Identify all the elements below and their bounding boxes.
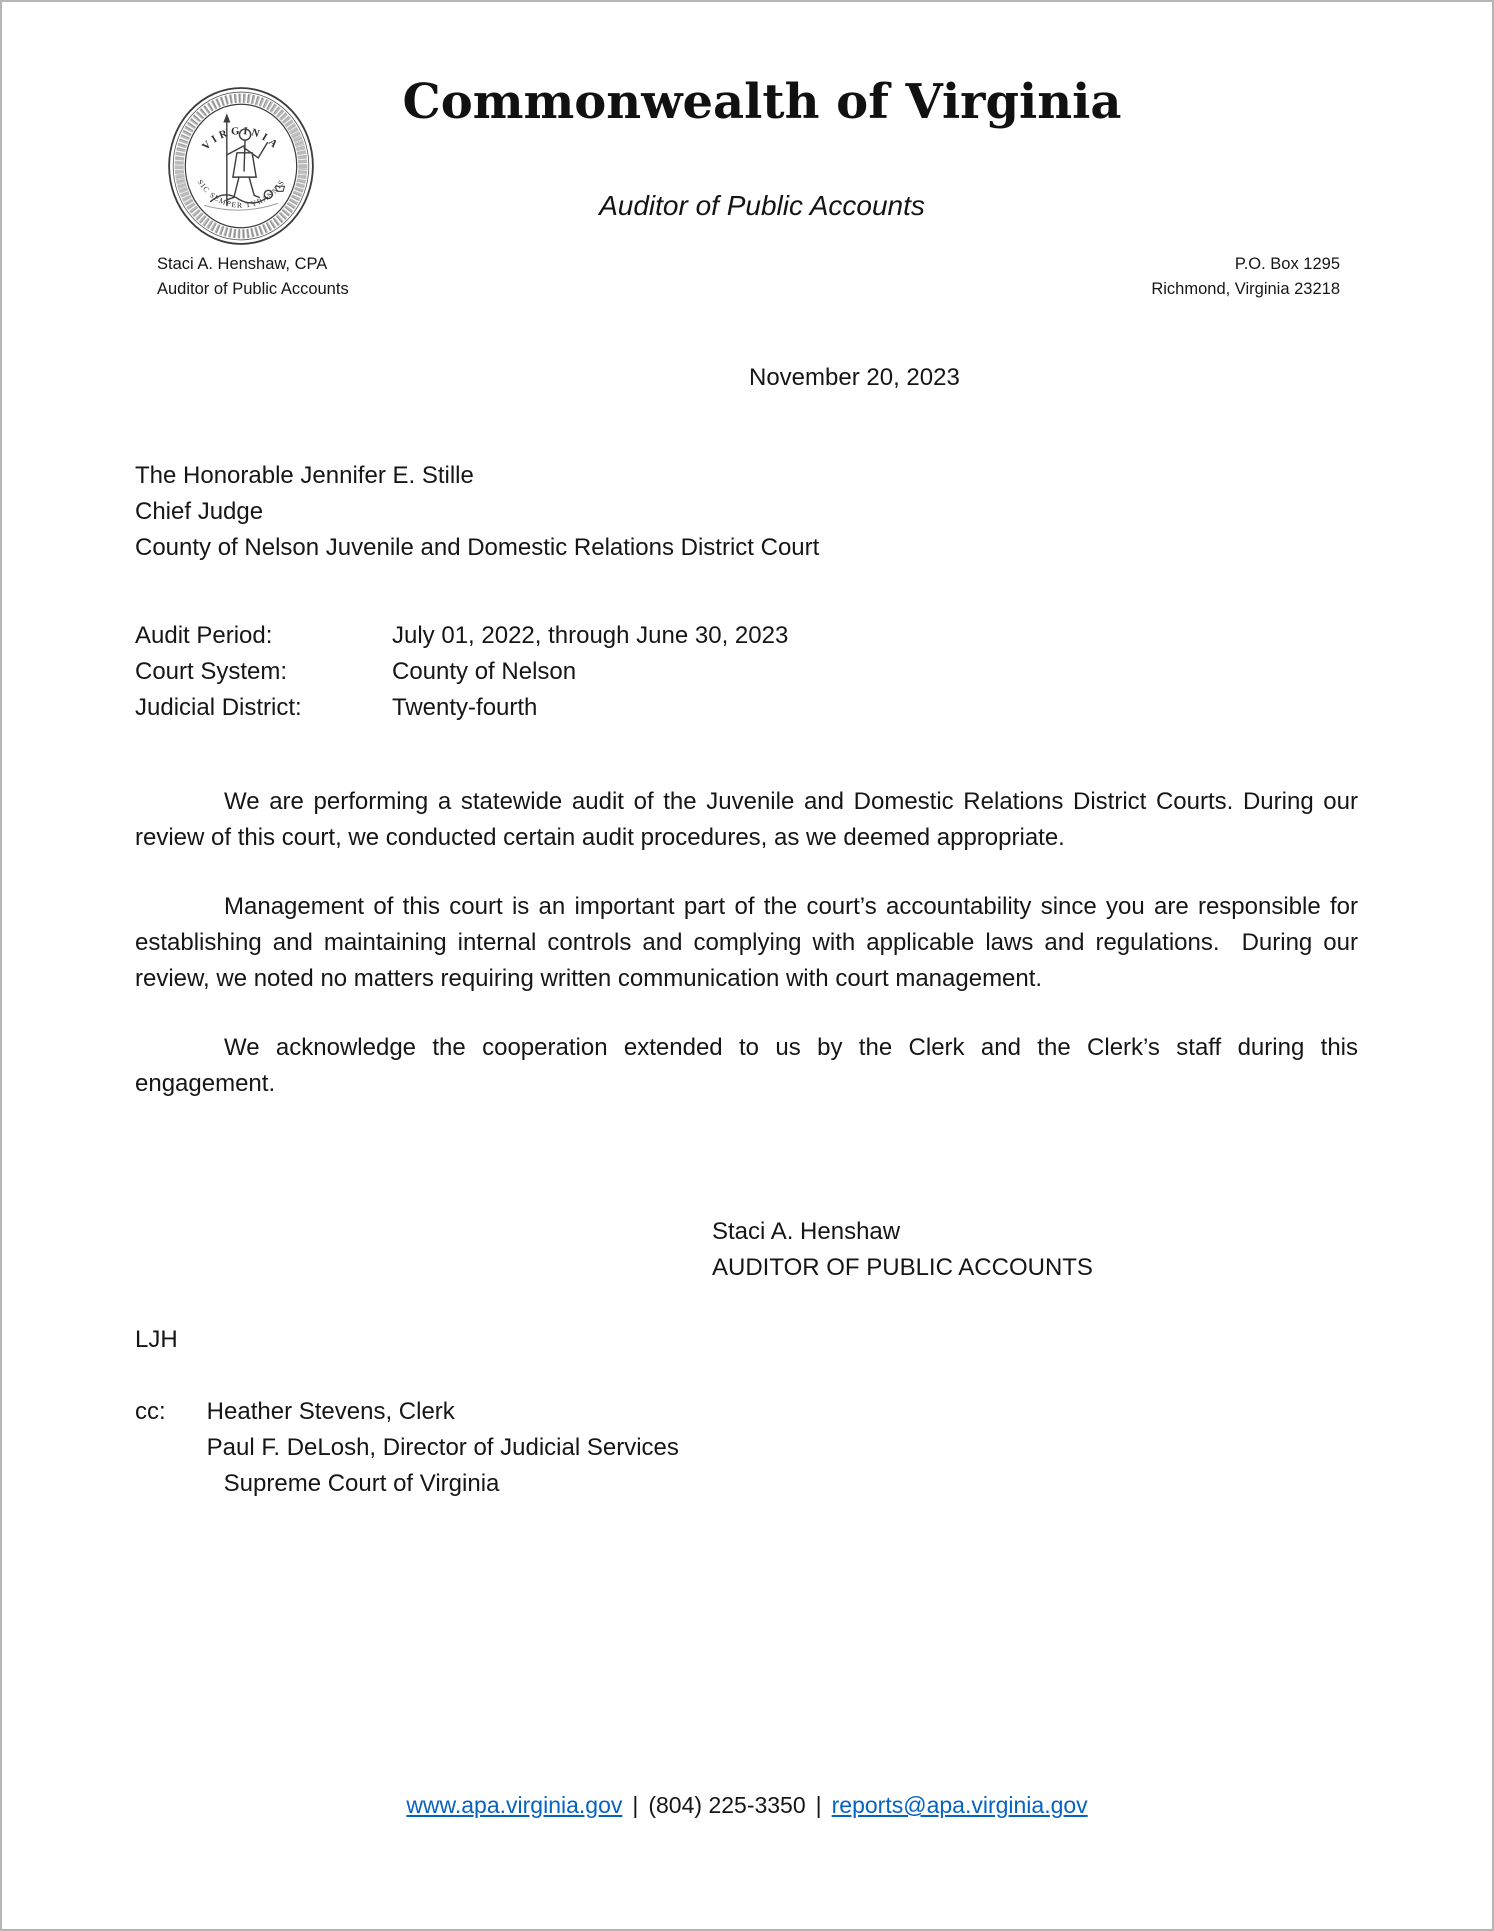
signature-block	[712, 1214, 1093, 1286]
letter-footer	[2, 1792, 1492, 1819]
typist-initials: LJH	[135, 1326, 178, 1353]
court-system-label: Court System:	[135, 658, 288, 685]
letterhead-contact-row	[157, 252, 1340, 302]
body-paragraph-3: We acknowledge the cooperation extended to us by the Clerk and the Clerk’s staff during this engagement.	[135, 1034, 1358, 1097]
office-address-block	[1151, 252, 1340, 302]
judicial-district-value: Twenty-fourth	[392, 694, 538, 721]
recipient-name: The Honorable Jennifer E. Stille	[135, 462, 474, 489]
seal-bottom-text: SIC SEMPER TYRANNIS	[195, 177, 287, 210]
letterhead-title: Commonwealth of Virginia	[402, 74, 1122, 130]
judicial-district-label: Judicial District:	[135, 694, 302, 721]
auditor-title: Auditor of Public Accounts	[157, 280, 349, 298]
court-system-row	[135, 654, 788, 690]
recipient-court: County of Nelson Juvenile and Domestic Relations District Court	[135, 534, 820, 561]
cc-block	[135, 1394, 679, 1502]
auditor-name: Staci A. Henshaw, CPA	[157, 255, 328, 273]
email-link[interactable]: reports@apa.virginia.gov	[831, 1792, 1088, 1818]
phone-number: (804) 225-3350	[648, 1792, 806, 1818]
signer-title: AUDITOR OF PUBLIC ACCOUNTS	[712, 1254, 1093, 1281]
body-paragraph-1: We are performing a statewide audit of the Juvenile and Domestic Relations District Courts. During our review of this court, we conducted certain audit procedures, as we deemed appropriate.	[135, 788, 1358, 851]
footer-separator-1: |	[632, 1792, 639, 1818]
body-paragraph-2: Management of this court is an important part of the court’s accountability since you are responsible for establishing and maintaining internal controls and complying with applicable laws and regulations. During our review, we noted no matters requiring written communication with court management.	[135, 893, 1358, 992]
city-state-zip-line: Richmond, Virginia 23218	[1151, 280, 1340, 298]
seal-top-text: VIRGINIA	[200, 125, 282, 153]
audit-period-value: July 01, 2022, through June 30, 2023	[392, 622, 789, 649]
signer-name: Staci A. Henshaw	[712, 1218, 901, 1245]
cc-recipients	[207, 1394, 679, 1502]
auditor-identity-block	[157, 252, 349, 302]
cc-recipient-2-org: Supreme Court of Virginia	[223, 1470, 500, 1497]
audit-period-label: Audit Period:	[135, 622, 273, 649]
website-link[interactable]: www.apa.virginia.gov	[406, 1792, 623, 1818]
cc-recipient-2: Paul F. DeLosh, Director of Judicial Services	[206, 1434, 679, 1461]
judicial-district-row	[135, 690, 788, 726]
footer-separator-2: |	[815, 1792, 822, 1818]
letter-body	[135, 784, 1358, 1135]
recipient-title: Chief Judge	[135, 498, 264, 525]
cc-label: cc:	[135, 1398, 166, 1425]
recipient-block	[135, 458, 819, 566]
audit-info-block	[135, 618, 788, 726]
po-box-line: P.O. Box 1295	[1234, 255, 1340, 273]
cc-recipient-1: Heather Stevens, Clerk	[206, 1398, 455, 1425]
court-system-value: County of Nelson	[392, 658, 577, 685]
letterhead-subtitle: Auditor of Public Accounts	[599, 190, 925, 221]
audit-period-row	[135, 618, 788, 654]
letter-date: November 20, 2023	[749, 364, 960, 391]
